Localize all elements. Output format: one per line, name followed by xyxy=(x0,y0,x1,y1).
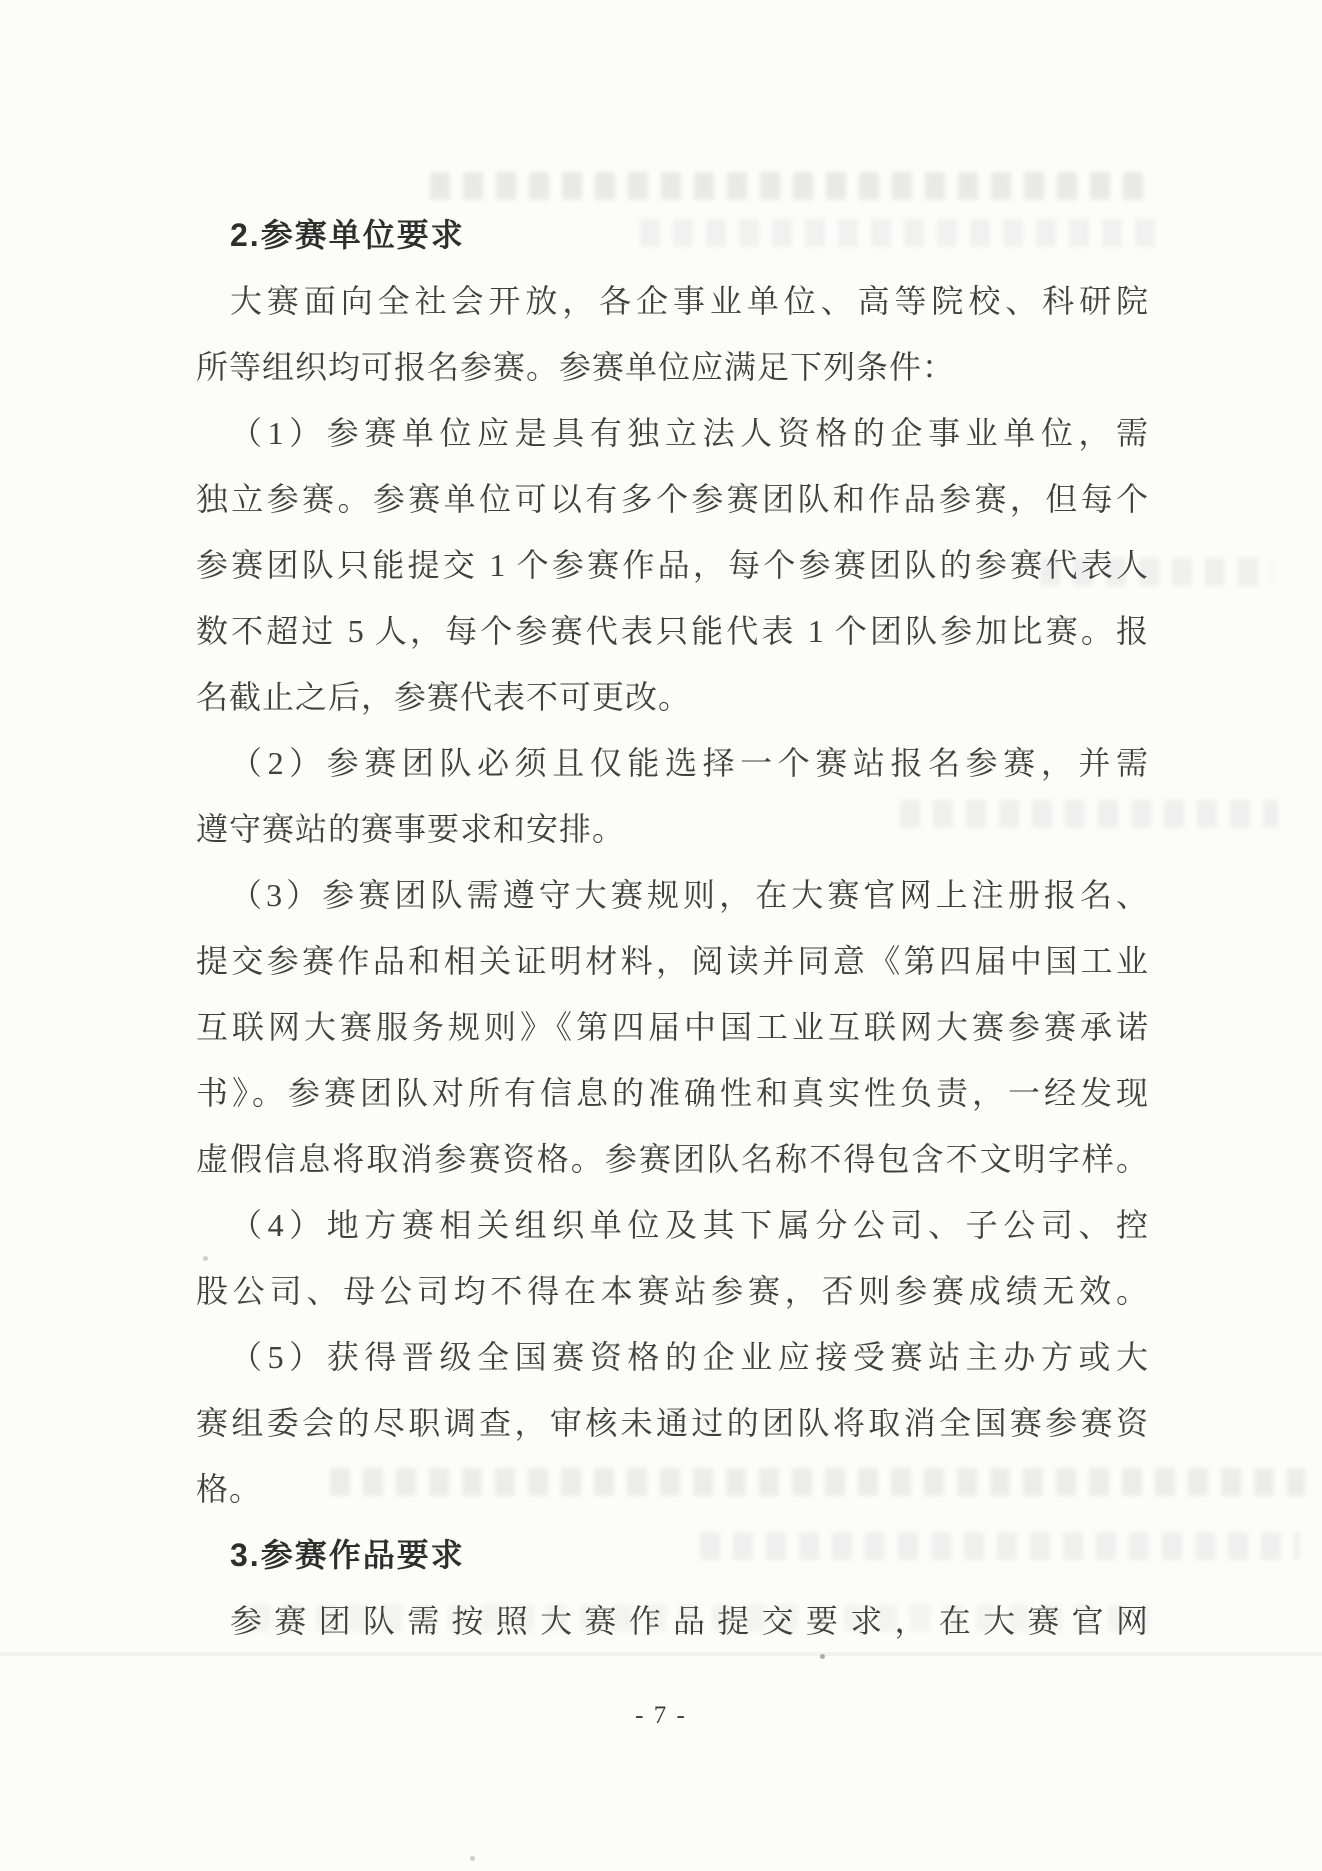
text-line: （4）地方赛相关组织单位及其下属分公司、子公司、控 xyxy=(230,1207,1148,1243)
text-line: 所等组织均可报名参赛。参赛单位应满足下列条件： xyxy=(196,349,956,385)
document-lines xyxy=(196,202,1148,1654)
text-line: 格。 xyxy=(196,1471,263,1507)
scan-dot-artifact xyxy=(470,1856,475,1861)
text-line: 互联网大赛服务规则》《第四届中国工业互联网大赛参赛承诺 xyxy=(196,1009,1148,1045)
text-line: 数不超过 5 人，每个参赛代表只能代表 1 个团队参加比赛。报 xyxy=(196,613,1148,649)
text-line: （2）参赛团队必须且仅能选择一个赛站报名参赛，并需 xyxy=(230,745,1148,781)
text-line: 遵守赛站的赛事要求和安排。 xyxy=(196,811,626,847)
text-line: 赛组委会的尽职调查，审核未通过的团队将取消全国赛参赛资 xyxy=(196,1405,1148,1441)
text-line: 名截止之后，参赛代表不可更改。 xyxy=(196,679,692,715)
page-number: - 7 - xyxy=(635,1702,687,1729)
text-line: 大赛面向全社会开放，各企事业单位、高等院校、科研院 xyxy=(230,283,1148,319)
scan-dot-artifact xyxy=(820,1654,825,1659)
text-line: 参赛团队需按照大赛作品提交要求，在大赛官网 xyxy=(230,1603,1148,1639)
text-line: （5）获得晋级全国赛资格的企业应接受赛站主办方或大 xyxy=(230,1339,1148,1375)
text-line: 股公司、母公司均不得在本赛站参赛，否则参赛成绩无效。 xyxy=(196,1273,1148,1309)
text-line: 提交参赛作品和相关证明材料，阅读并同意《第四届中国工业 xyxy=(196,943,1148,979)
text-line: 虚假信息将取消参赛资格。参赛团队名称不得包含不文明字样。 xyxy=(196,1141,1148,1177)
section-heading: 2.参赛单位要求 xyxy=(230,217,465,253)
text-line: （1）参赛单位应是具有独立法人资格的企事业单位，需 xyxy=(230,415,1148,451)
text-line: 书》。参赛团队对所有信息的准确性和真实性负责，一经发现 xyxy=(196,1075,1148,1111)
text-line: 独立参赛。参赛单位可以有多个参赛团队和作品参赛，但每个 xyxy=(196,481,1148,517)
text-line: 参赛团队只能提交 1 个参赛作品，每个参赛团队的参赛代表人 xyxy=(196,547,1148,583)
text-line: （3）参赛团队需遵守大赛规则，在大赛官网上注册报名、 xyxy=(230,877,1148,913)
section-heading: 3.参赛作品要求 xyxy=(230,1537,465,1573)
bleed-through-artifact xyxy=(430,172,1154,200)
